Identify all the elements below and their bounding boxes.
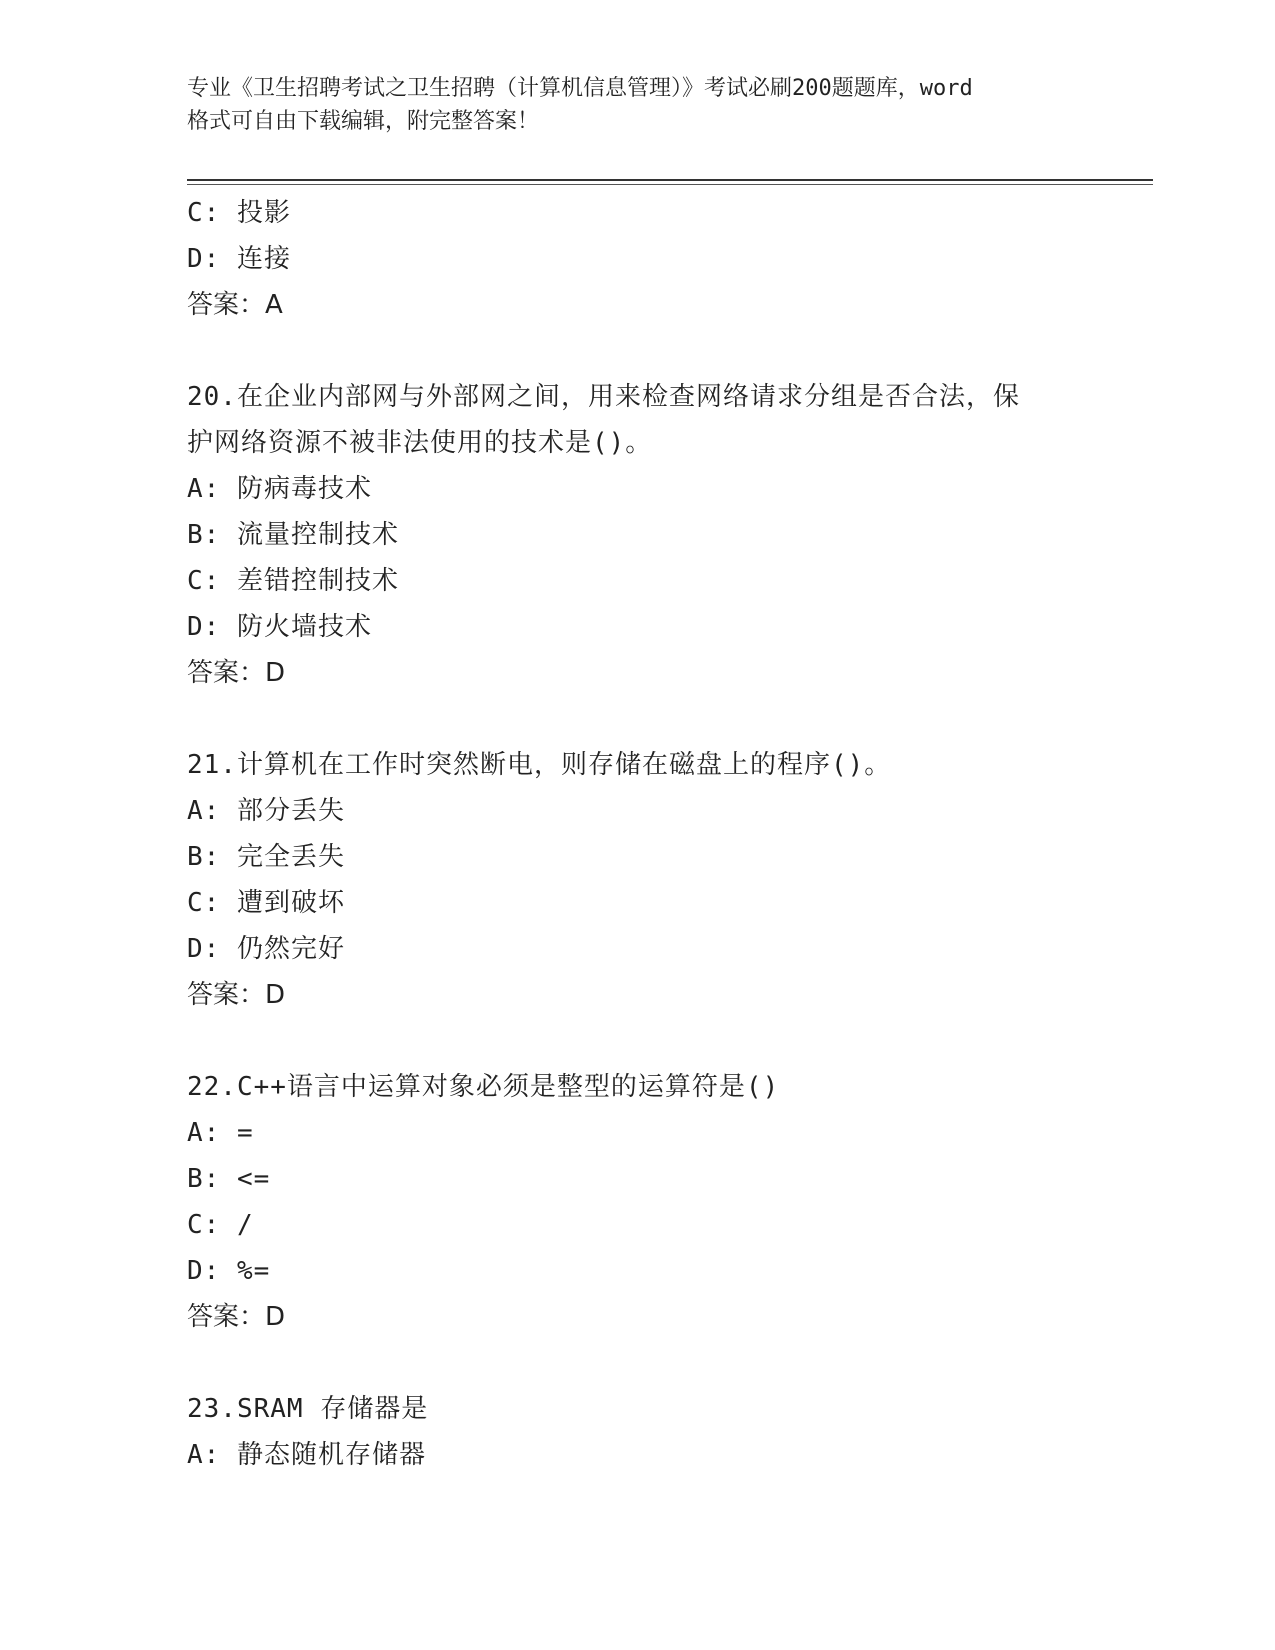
- question-stem: 21.计算机在工作时突然断电，则存储在磁盘上的程序()。: [187, 750, 892, 780]
- option-c: C: /: [187, 1210, 254, 1240]
- question-22: [187, 1064, 1107, 1340]
- option-d: D: 连接: [187, 244, 291, 274]
- option-a: A: 部分丢失: [187, 796, 345, 826]
- header-divider-thick: [187, 179, 1153, 181]
- document-header: [187, 72, 1087, 138]
- option-b: B: 完全丢失: [187, 842, 345, 872]
- answer-line: 答案：D: [187, 980, 286, 1010]
- option-a: A: 静态随机存储器: [187, 1440, 426, 1470]
- answer-line: 答案：A: [187, 290, 283, 320]
- option-d: D: %=: [187, 1256, 271, 1286]
- option-c: C: 差错控制技术: [187, 566, 399, 596]
- option-d: D: 防火墙技术: [187, 612, 372, 642]
- option-d: D: 仍然完好: [187, 934, 345, 964]
- option-c: C: 遭到破坏: [187, 888, 345, 918]
- option-b: B: 流量控制技术: [187, 520, 399, 550]
- question-stem: 22.C++语言中运算对象必须是整型的运算符是(): [187, 1072, 780, 1102]
- option-c: C: 投影: [187, 198, 291, 228]
- header-divider-thin: [187, 184, 1153, 185]
- question-19-tail: [187, 190, 1107, 328]
- question-20: [187, 374, 1107, 696]
- option-a: A: 防病毒技术: [187, 474, 372, 504]
- question-stem: 护网络资源不被非法使用的技术是()。: [187, 428, 653, 458]
- header-line-2: 格式可自由下载编辑，附完整答案！: [187, 109, 540, 134]
- question-21: [187, 742, 1107, 1018]
- option-a: A: =: [187, 1118, 254, 1148]
- header-line-1: 专业《卫生招聘考试之卫生招聘（计算机信息管理）》考试必刷200题题库，word: [187, 76, 973, 101]
- question-list: [187, 190, 1107, 1478]
- answer-line: 答案：D: [187, 1302, 286, 1332]
- question-23: [187, 1386, 1107, 1478]
- option-b: B: <=: [187, 1164, 271, 1194]
- question-stem: 20.在企业内部网与外部网之间，用来检查网络请求分组是否合法，保: [187, 382, 1020, 412]
- answer-line: 答案：D: [187, 658, 286, 688]
- question-stem: 23.SRAM 存储器是: [187, 1394, 429, 1424]
